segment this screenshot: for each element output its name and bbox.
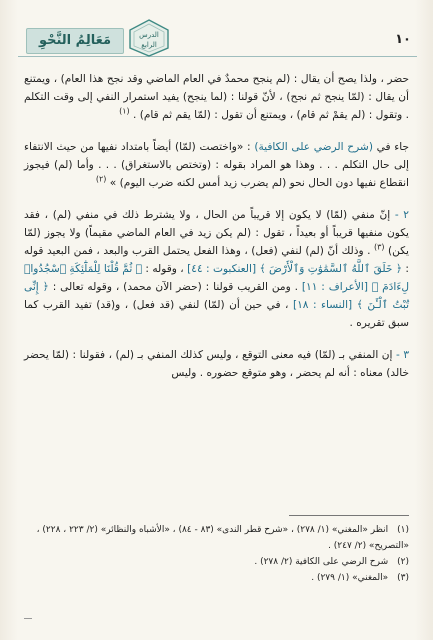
quran-source-2: [الأعراف : ١١]: [301, 281, 368, 293]
footnote-number: (٣): [397, 573, 409, 583]
badge-bottom-label: الرابع: [141, 41, 157, 49]
footnote-ref-3[interactable]: (٣): [373, 242, 385, 252]
footnote-ref-1[interactable]: (١): [119, 106, 130, 116]
paragraph-4: [24, 346, 409, 382]
footnotes: [24, 515, 409, 586]
series-title: مَعَالِمُ النَّحْوِ: [26, 28, 124, 54]
badge-top-label: الدرس: [139, 31, 159, 39]
point-number-2: ٢ -: [390, 209, 409, 221]
quran-source-1: [العنكبوت : ٤٤]: [187, 263, 257, 275]
paragraph-2: [24, 138, 409, 192]
book-title: (شرح الرضي على الكافية): [254, 141, 373, 153]
lesson-badge-icon: [126, 18, 172, 58]
quran-verse-1: ﴿ خَلَقَ ٱللَّهُ ٱلسَّمَٰوَٰتِ وَٱلْأَرْضَ ﴾: [259, 263, 403, 275]
paragraph-4-text: إن المنفي بـ (لمّا) فيه معنى التوقع ، وليس كذلك المنفي بـ (لم) ، فقولنا : (لمّا يحضر خالد) معناه : أنه لم يحضر ، وهو متوقع حضوره . وليس: [24, 349, 409, 379]
quran-source-3: [النساء : ١٨]: [292, 299, 353, 311]
footnote-number: (٢): [397, 557, 409, 567]
paragraph-1-text: حضر ، ولذا يصح أن يقال : (لم ينجح محمدٌ في العام الماضي وقد نجح هذا العام) ، ويمتنع أن يقال : (لمّا ينجح ثم نجح) ، لأنّ قولنا : (لما ينجح) يفيد استمرار النفي إلى وقت التكلم . وتقول : (لم يقمْ ثم قام) ، ويمتنع أن تقول : (لمّا يقم ثم قام) .: [24, 73, 409, 121]
footnote-text: انظر «المغني» (١/ ٢٧٨) ، «شرح قطر الندى» (٨٣ - ٨٤) ، «الأشباه والنظائر» (٢/ ٢٢٣ ، ٢٢٨) ، «التصريح» (٢/ ٢٤٧) .: [36, 525, 409, 551]
footnote-1: [24, 522, 409, 554]
page-header: [18, 26, 417, 56]
footnote-2: [24, 554, 409, 570]
paragraph-3-text: إنّ منفي (لمّا) لا يكون إلا قريباً من الحال ، ولا يشترط ذلك في منفي (لم) ، فقد يكون منفيها قريباً أو بعيداً ، تقول : (لم يكن زيد في العام الماضي مقيماً) ولا يجوز (لمّا يكن): [24, 209, 409, 257]
footnote-text: شرح الرضي على الكافية (٢/ ٢٧٨) .: [254, 557, 389, 567]
paragraph-2-intro: جاء في: [372, 141, 409, 153]
bottom-divider: [24, 618, 32, 619]
footnote-3: [24, 570, 409, 586]
paragraph-3: [24, 206, 409, 332]
page-number: ١٠: [395, 32, 411, 47]
paragraph-1: [24, 70, 409, 124]
paragraph-3-text-3: ، وقوله :: [142, 263, 184, 275]
point-number-3: ٣ -: [392, 349, 410, 361]
footnote-number: (١): [397, 525, 409, 535]
paragraph-2-quote: : «واختصت (لمّا) أيضاً بامتداد نفيها من حيث الانتفاء إلى حال التكلم . . . وهذا هو المراد بقوله : (وتختص بالاستغراق) . . . وأما (لم) فيجوز انقطاع نفيها دون الحال نحو (لم يضرب زيد أمس لكنه ضرب اليوم) »: [24, 141, 409, 189]
quran-verse-3: ﴿ إِنِّى تُبْتُ ٱلْـَٰٔنَ ﴾: [24, 281, 410, 311]
main-text: [24, 70, 409, 390]
footnote-text: «المغني» (١/ ٢٧٩) .: [311, 573, 389, 583]
footnote-rule: [289, 515, 409, 516]
paragraph-3-text-5: ، في حين أن (لمّا) لنفي (قد فعل) ، و(قد) تفيد القرب كما سبق تقريره .: [24, 299, 409, 329]
paragraph-3-text-2: . وذلك أنّ (لم) لنفي (فعل) ، وهذا الفعل يحتمل القرب والبعد ، فمن البعيد قوله :: [24, 245, 409, 275]
paragraph-3-text-4: . ومن القريب قولنا : (حضر الآن محمد) ، وقوله تعالى :: [48, 281, 298, 293]
quran-verse-2: ﴿ ثُمَّ قُلْنَا لِلْمَلَٰٓئِكَةِ ٱسْجُدُوا۟ لِءَادَمَ ﴾: [24, 263, 410, 293]
footnote-ref-2[interactable]: (٢): [95, 174, 107, 184]
